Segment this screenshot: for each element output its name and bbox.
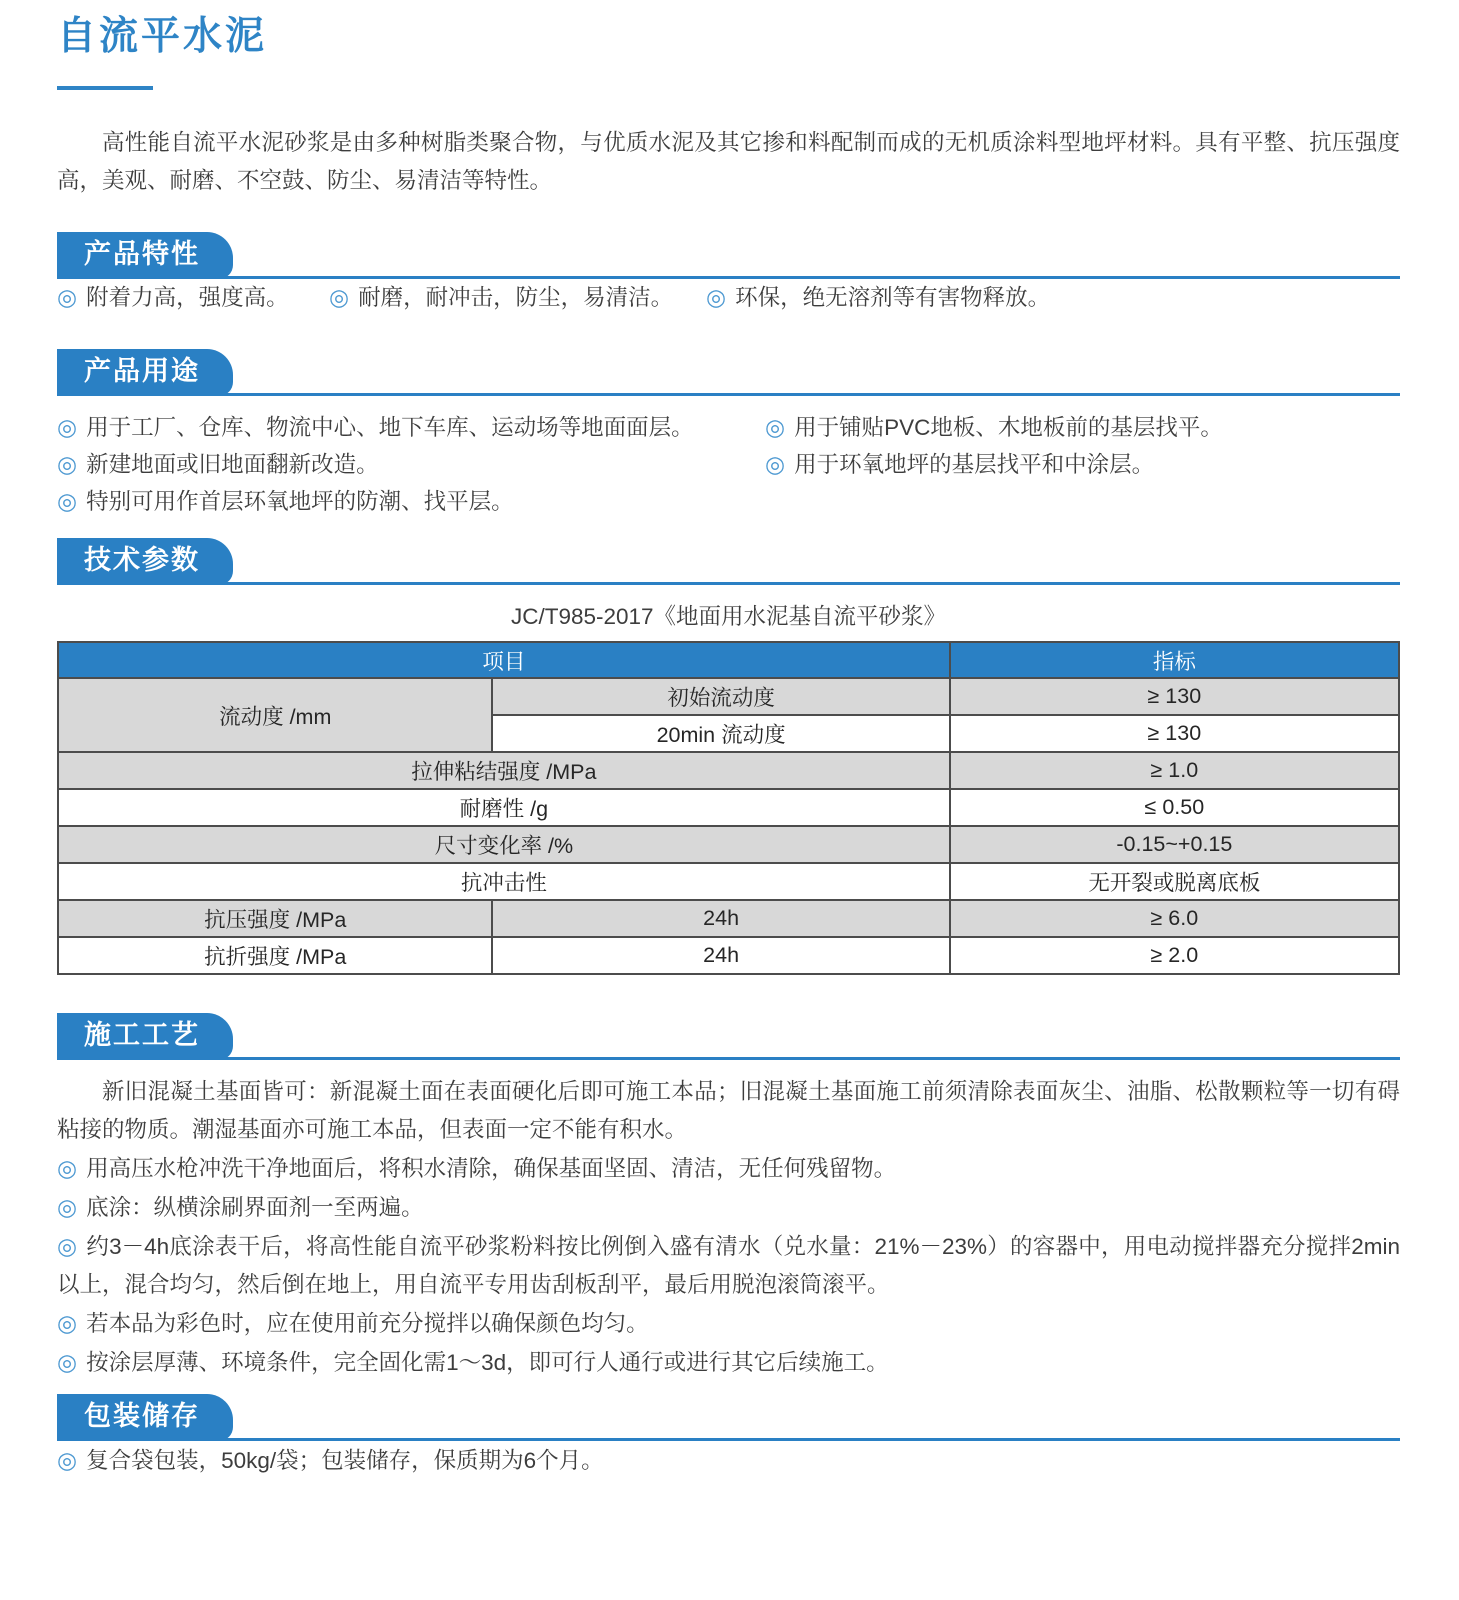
use-item	[765, 409, 1223, 446]
spec-cell-sub: 20min 流动度	[492, 715, 949, 752]
section-tab-features: 产品特性	[57, 232, 233, 279]
bullseye-icon: ◎	[57, 1155, 78, 1181]
process-text: 按涂层厚薄、环境条件，完全固化需1～3d，即可行人通行或进行其它后续施工。	[86, 1350, 889, 1375]
process-text: 约3－4h底涂表干后，将高性能自流平砂浆粉料按比例倒入盛有清水（兑水量：21%－23%）的容器中，用电动搅拌器充分搅拌2min以上，混合均匀，然后倒在地上，用自流平专用齿刮板刮平，最后用脱泡滚筒滚平。	[57, 1234, 1400, 1297]
bullseye-icon: ◎	[57, 1233, 78, 1259]
process-text: 底涂：纵横涂刷界面剂一至两遍。	[86, 1195, 424, 1220]
section-features	[57, 232, 1400, 316]
use-item	[57, 446, 765, 483]
section-tab-specs: 技术参数	[57, 538, 233, 585]
spec-cell-sub: 初始流动度	[492, 678, 949, 715]
feature-text: 附着力高，强度高。	[86, 285, 289, 310]
bullseye-icon: ◎	[57, 1194, 78, 1220]
spec-cell-value: ≥ 130	[950, 678, 1399, 715]
use-text: 新建地面或旧地面翻新改造。	[86, 452, 379, 477]
feature-item	[329, 279, 706, 316]
packaging-item	[57, 1441, 1400, 1480]
table-row	[58, 678, 1399, 715]
section-header-process	[57, 1013, 1400, 1060]
spec-cell-value: ≥ 1.0	[950, 752, 1399, 789]
section-tab-packaging: 包装储存	[57, 1394, 233, 1441]
feature-item	[706, 279, 1050, 316]
table-row	[58, 826, 1399, 863]
process-item	[57, 1149, 1400, 1188]
process-item	[57, 1188, 1400, 1227]
bullseye-icon: ◎	[706, 284, 727, 310]
table-row	[58, 900, 1399, 937]
spec-cell-item: 抗压强度 /MPa	[58, 900, 492, 937]
feature-text: 耐磨，耐冲击，防尘，易清洁。	[358, 285, 674, 310]
bullseye-icon: ◎	[57, 451, 78, 477]
bullseye-icon: ◎	[57, 488, 78, 514]
spec-cell-item: 耐磨性 /g	[58, 789, 950, 826]
section-header-features	[57, 232, 1400, 279]
packaging-text: 复合袋包装，50kg/袋；包装储存，保质期为6个月。	[86, 1448, 604, 1473]
uses-list-right	[765, 409, 1223, 520]
use-item	[765, 446, 1223, 483]
packaging-list	[57, 1441, 1400, 1480]
feature-text: 环保，绝无溶剂等有害物释放。	[735, 285, 1051, 310]
bullseye-icon: ◎	[57, 1310, 78, 1336]
bullseye-icon: ◎	[57, 284, 78, 310]
title-underline	[57, 86, 153, 90]
intro-paragraph: 高性能自流平水泥砂浆是由多种树脂类聚合物，与优质水泥及其它掺和料配制而成的无机质涂料型地坪材料。具有平整、抗压强度高，美观、耐磨、不空鼓、防尘、易清洁等特性。	[57, 130, 1400, 193]
uses-columns	[57, 409, 1400, 520]
spec-cell-item: 拉伸粘结强度 /MPa	[58, 752, 950, 789]
use-text: 用于环氧地坪的基层找平和中涂层。	[794, 452, 1155, 477]
spec-cell-item: 抗折强度 /MPa	[58, 937, 492, 974]
use-text: 用于铺贴PVC地板、木地板前的基层找平。	[794, 415, 1223, 440]
section-packaging	[57, 1394, 1400, 1480]
bullseye-icon: ◎	[765, 414, 786, 440]
spec-cell-value: ≥ 2.0	[950, 937, 1399, 974]
section-tab-uses: 产品用途	[57, 349, 233, 396]
spec-cell-value: ≥ 130	[950, 715, 1399, 752]
spec-cell-sub: 24h	[492, 900, 949, 937]
section-header-specs	[57, 538, 1400, 585]
use-text: 用于工厂、仓库、物流中心、地下车库、运动场等地面面层。	[86, 415, 694, 440]
use-item	[57, 483, 765, 520]
spec-cell-sub: 24h	[492, 937, 949, 974]
bullseye-icon: ◎	[57, 414, 78, 440]
table-row	[58, 863, 1399, 900]
spec-col-index: 指标	[950, 642, 1399, 678]
section-tab-process: 施工工艺	[57, 1013, 233, 1060]
process-item	[57, 1304, 1400, 1343]
process-paragraph: 新旧混凝土基面皆可：新混凝土面在表面硬化后即可施工本品；旧混凝土基面施工前须清除表面灰尘、油脂、松散颗粒等一切有碍粘接的物质。潮湿基面亦可施工本品，但表面一定不能有积水。	[57, 1079, 1400, 1142]
bullseye-icon: ◎	[765, 451, 786, 477]
uses-list-left	[57, 409, 765, 520]
process-item	[57, 1227, 1400, 1304]
spec-col-item: 项目	[58, 642, 950, 678]
spec-table	[57, 641, 1400, 975]
spec-cell-value: ≥ 6.0	[950, 900, 1399, 937]
process-list	[57, 1149, 1400, 1382]
bullseye-icon: ◎	[57, 1349, 78, 1375]
section-header-packaging	[57, 1394, 1400, 1441]
features-list	[57, 279, 1400, 316]
feature-item	[57, 279, 329, 316]
spec-cell-item: 流动度 /mm	[58, 678, 492, 752]
spec-cell-item: 尺寸变化率 /%	[58, 826, 950, 863]
process-text: 若本品为彩色时，应在使用前充分搅拌以确保颜色均匀。	[86, 1311, 649, 1336]
process-item	[57, 1343, 1400, 1382]
section-uses	[57, 349, 1400, 520]
table-row	[58, 789, 1399, 826]
bullseye-icon: ◎	[57, 1447, 78, 1473]
spec-cell-item: 抗冲击性	[58, 863, 950, 900]
table-row	[58, 937, 1399, 974]
spec-table-header-row	[58, 642, 1399, 678]
use-item	[57, 409, 765, 446]
spec-cell-value: -0.15~+0.15	[950, 826, 1399, 863]
spec-table-caption: JC/T985-2017《地面用水泥基自流平砂浆》	[510, 604, 947, 629]
section-header-uses	[57, 349, 1400, 396]
table-row	[58, 752, 1399, 789]
process-text: 用高压水枪冲洗干净地面后，将积水清除，确保基面坚固、清洁，无任何残留物。	[86, 1156, 897, 1181]
section-process	[57, 1013, 1400, 1382]
use-text: 特别可用作首层环氧地坪的防潮、找平层。	[86, 489, 514, 514]
spec-cell-value: 无开裂或脱离底板	[950, 863, 1399, 900]
page-title: 自流平水泥	[57, 15, 268, 58]
bullseye-icon: ◎	[329, 284, 350, 310]
spec-cell-value: ≤ 0.50	[950, 789, 1399, 826]
section-specs	[57, 538, 1400, 975]
